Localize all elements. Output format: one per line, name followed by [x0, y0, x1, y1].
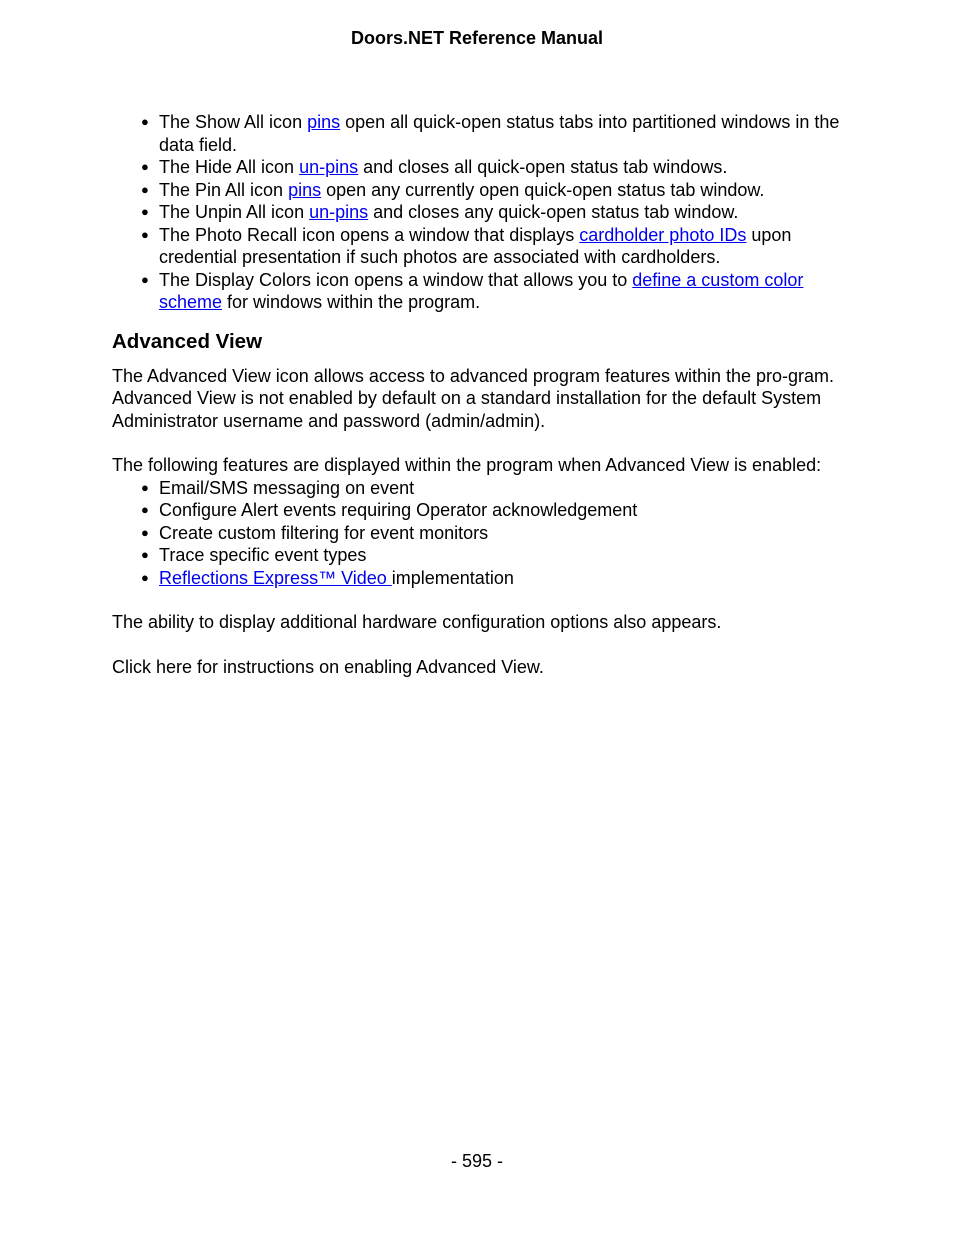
list-item: ● Configure Alert events requiring Operator acknowledgement	[141, 500, 638, 520]
list-item: ● Create custom filtering for event monitors	[141, 522, 489, 543]
bullet-icon: ●	[141, 524, 149, 540]
page-number: - 595 -	[450, 1151, 504, 1171]
list-item: ● The Pin All icon pins open any currently open quick-open status tab window.	[141, 179, 765, 200]
bullet-icon: ●	[141, 569, 149, 585]
list-item: ● Reflections Express™ Video implementation	[141, 567, 514, 588]
cardholder-photo-ids-link[interactable]: cardholder photo IDs	[579, 224, 747, 245]
bullet-icon: ●	[141, 479, 149, 495]
list-item: ● The Photo Recall icon opens a window that displays cardholder photo IDs upon credential presentation if such photos are associated with cardholders.	[141, 224, 792, 267]
icon-description-list	[112, 111, 842, 314]
page-content	[112, 111, 842, 678]
advanced-view-heading: Advanced View	[112, 329, 263, 353]
page-header-title: Doors.NET Reference Manual	[350, 28, 604, 48]
bullet-icon: ●	[141, 502, 149, 517]
pins-link[interactable]: pins	[307, 112, 341, 132]
list-item: ● The Hide All icon un-pins and closes all quick-open status tab windows.	[141, 157, 728, 177]
hardware-note: The ability to display additional hardware configuration options also appears.	[112, 612, 722, 632]
custom-color-scheme-link[interactable]: define a custom color scheme	[159, 269, 804, 312]
bullet-icon: ●	[141, 271, 149, 287]
bullet-icon: ●	[141, 181, 149, 197]
advanced-features-list	[112, 477, 842, 590]
bullet-icon: ●	[141, 547, 149, 562]
bullet-icon: ●	[141, 226, 149, 242]
pins-link[interactable]: pins	[288, 179, 322, 200]
bullet-icon: ●	[141, 204, 149, 219]
un-pins-link[interactable]: un-pins	[299, 157, 359, 177]
advanced-view-intro: The Advanced View icon allows access to advanced program features within the pro-gram. Advanced View is not enabled by default on a standard installation for the default System Administrator username and password (admin/admin).	[112, 365, 835, 431]
list-item: ● The Display Colors icon opens a window that allows you to define a custom color scheme for windows within the program.	[141, 269, 804, 312]
list-item: ● The Show All icon pins open all quick-open status tabs into partitioned windows in the data field.	[141, 112, 840, 155]
list-item: ● Email/SMS messaging on event	[141, 477, 415, 498]
bullet-icon: ●	[141, 114, 149, 129]
list-item: ● Trace specific event types	[141, 545, 367, 565]
un-pins-link[interactable]: un-pins	[309, 202, 369, 222]
bullet-icon: ●	[141, 159, 149, 174]
features-intro: The following features are displayed within the program when Advanced View is enabled:	[112, 455, 822, 475]
instructions-text: Click here for instructions on enabling Advanced View.	[112, 656, 544, 677]
list-item: ● The Unpin All icon un-pins and closes any quick-open status tab window.	[141, 202, 739, 222]
reflections-express-video-link[interactable]: Reflections Express™ Video	[159, 567, 392, 588]
